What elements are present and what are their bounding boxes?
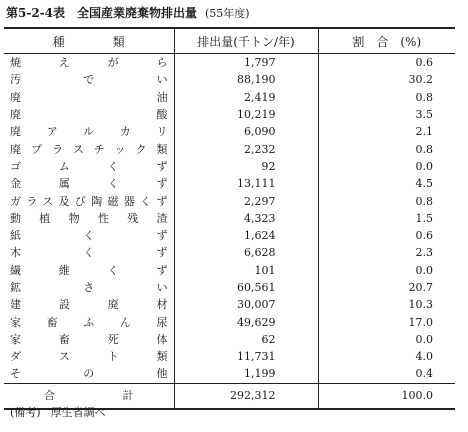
share-cell: 1.5 bbox=[318, 210, 455, 227]
waste-type-cell: 家畜ふん尿 bbox=[10, 315, 168, 329]
share-cell: 4.0 bbox=[318, 348, 455, 365]
waste-type-cell: 鉱さい bbox=[10, 281, 168, 294]
share-cell: 17.0 bbox=[318, 313, 455, 330]
share-cell: 0.4 bbox=[318, 365, 455, 383]
waste-type-cell: ガラス及び陶磁器くず bbox=[10, 194, 168, 208]
table-row bbox=[4, 227, 455, 244]
amount-cell: 2,419 bbox=[174, 89, 318, 106]
amount-cell: 62 bbox=[174, 331, 318, 348]
waste-type-cell: 廃プラスチック類 bbox=[10, 142, 168, 156]
waste-type-cell: 建設廃材 bbox=[10, 298, 168, 312]
table-row bbox=[4, 244, 455, 261]
amount-cell: 2,297 bbox=[174, 192, 318, 209]
waste-type-cell: その他 bbox=[10, 367, 168, 381]
table-row bbox=[4, 54, 455, 72]
amount-cell: 2,232 bbox=[174, 140, 318, 157]
share-cell: 10.3 bbox=[318, 296, 455, 313]
amount-cell: 10,219 bbox=[174, 106, 318, 123]
share-cell: 20.7 bbox=[318, 279, 455, 296]
amount-cell: 11,731 bbox=[174, 348, 318, 365]
table-title-year: (55年度) bbox=[205, 7, 250, 20]
waste-type-cell: 家畜死体 bbox=[10, 332, 168, 346]
share-cell: 3.5 bbox=[318, 106, 455, 123]
header-type: 種 類 bbox=[4, 28, 174, 54]
table-row bbox=[4, 331, 455, 348]
waste-type-cell: 木くず bbox=[10, 246, 168, 260]
table-row bbox=[4, 71, 455, 88]
share-cell: 0.0 bbox=[318, 331, 455, 348]
amount-cell: 88,190 bbox=[174, 71, 318, 88]
waste-type-cell: 焼えがら bbox=[10, 56, 168, 70]
amount-cell: 60,561 bbox=[174, 279, 318, 296]
amount-cell: 49,629 bbox=[174, 313, 318, 330]
table-row bbox=[4, 313, 455, 330]
share-cell: 0.8 bbox=[318, 89, 455, 106]
amount-cell: 4,323 bbox=[174, 210, 318, 227]
share-cell: 0.8 bbox=[318, 192, 455, 209]
total-share: 100.0 bbox=[318, 383, 455, 409]
share-cell: 0.0 bbox=[318, 158, 455, 175]
waste-type-cell: 繊維くず bbox=[10, 263, 168, 277]
share-cell: 0.6 bbox=[318, 227, 455, 244]
amount-cell: 1,199 bbox=[174, 365, 318, 383]
table-title bbox=[6, 4, 250, 21]
table-body bbox=[4, 54, 455, 384]
amount-cell: 30,007 bbox=[174, 296, 318, 313]
share-cell: 4.5 bbox=[318, 175, 455, 192]
share-cell: 0.8 bbox=[318, 140, 455, 157]
amount-cell: 6,628 bbox=[174, 244, 318, 261]
share-cell: 2.1 bbox=[318, 123, 455, 140]
note-label: (備考) bbox=[10, 406, 41, 419]
table-row bbox=[4, 158, 455, 175]
amount-cell: 6,090 bbox=[174, 123, 318, 140]
table-row bbox=[4, 140, 455, 157]
table-row bbox=[4, 279, 455, 296]
table-row bbox=[4, 296, 455, 313]
amount-cell: 13,111 bbox=[174, 175, 318, 192]
amount-cell: 1,797 bbox=[174, 54, 318, 72]
waste-type-cell: ゴムくず bbox=[10, 159, 168, 173]
amount-cell: 1,624 bbox=[174, 227, 318, 244]
note-source: 厚生省調べ bbox=[50, 406, 106, 419]
total-amount: 292,312 bbox=[174, 383, 318, 409]
table-row bbox=[4, 262, 455, 279]
table-row bbox=[4, 89, 455, 106]
table-row bbox=[4, 175, 455, 192]
waste-type-cell: 廃酸 bbox=[10, 108, 168, 122]
amount-cell: 101 bbox=[174, 262, 318, 279]
table-row bbox=[4, 348, 455, 365]
table-row bbox=[4, 106, 455, 123]
table-row bbox=[4, 365, 455, 383]
total-label: 合計 bbox=[4, 383, 174, 409]
waste-type-cell: 廃油 bbox=[10, 90, 168, 104]
waste-type-cell: ダスト類 bbox=[10, 350, 168, 364]
header-row bbox=[4, 28, 455, 54]
share-cell: 30.2 bbox=[318, 71, 455, 88]
amount-cell: 92 bbox=[174, 158, 318, 175]
waste-type-cell: 動植物性残渣 bbox=[10, 211, 168, 225]
header-amount: 排出量(千トン/年) bbox=[174, 28, 318, 54]
waste-type-cell: 金属くず bbox=[10, 177, 168, 191]
source-note bbox=[10, 404, 106, 420]
table-row bbox=[4, 210, 455, 227]
share-cell: 0.6 bbox=[318, 54, 455, 72]
waste-table bbox=[4, 27, 455, 410]
waste-type-cell: 汚でい bbox=[10, 73, 168, 87]
share-cell: 0.0 bbox=[318, 262, 455, 279]
waste-type-cell: 廃アルカリ bbox=[10, 125, 168, 139]
share-cell: 2.3 bbox=[318, 244, 455, 261]
header-share: 割 合 (%) bbox=[318, 28, 455, 54]
table-title-text: 第5-2-4表 全国産業廃棄物排出量 bbox=[6, 6, 198, 20]
table-row bbox=[4, 192, 455, 209]
table-row bbox=[4, 123, 455, 140]
waste-type-cell: 紙くず bbox=[10, 229, 168, 243]
